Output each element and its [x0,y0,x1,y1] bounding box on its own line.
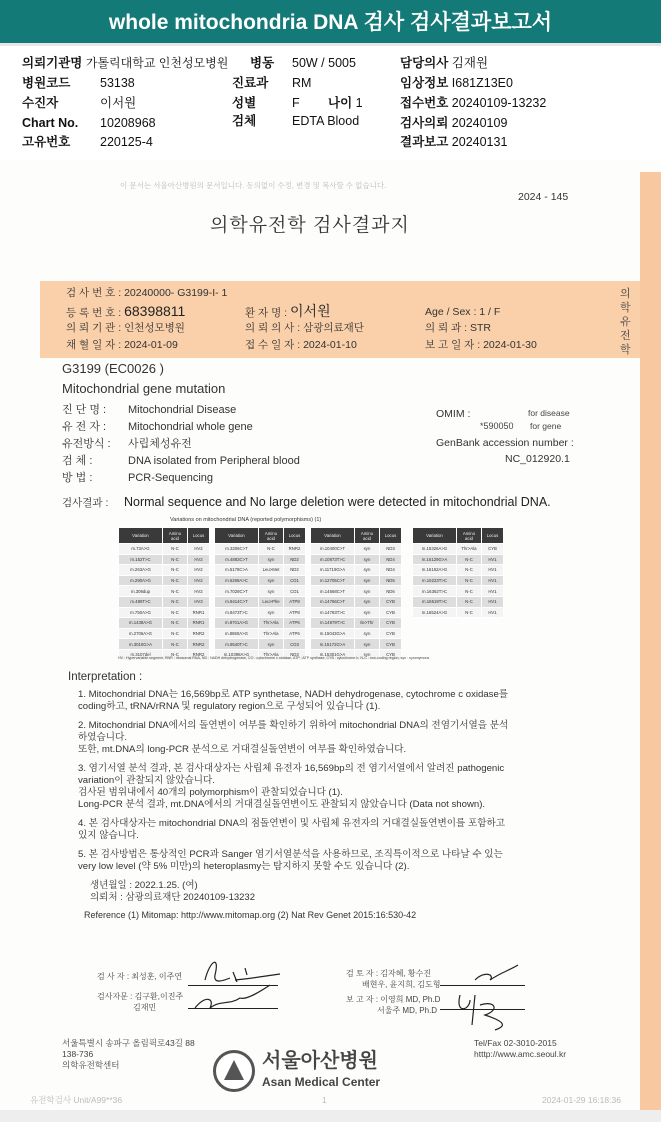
table-cell: m.16162A>G [413,565,457,576]
table-cell: HV1 [482,565,504,576]
table-cell: syn [355,607,380,618]
table-header: Amino acid [259,528,284,544]
table-row [119,607,210,618]
table-header: Locus [380,528,402,544]
table-row [215,628,306,639]
omim-gene-number: *590050 [480,421,514,431]
table-cell: m.16129G>A [413,554,457,565]
table-cell: RNR2 [188,628,210,639]
table-row [413,554,504,565]
field-label: 방 법 : [62,472,93,484]
table-cell: CYB [380,596,402,607]
table-cell: Thr>Ala [457,544,482,555]
table-header: Locus [188,528,210,544]
info-label: 임상정보 [400,76,449,90]
table-cell: ATP6 [284,628,306,639]
table-cell: ND3 [380,544,402,555]
interpretation-item: 2. Mitochondrial DNA에서의 돌연변이 여부를 확인하기 위하여 mitochondrial DNA의 전염기서열을 분석 하였습니다. 또한, mt.DNA의 long-PCR 분석으로 거대결실돌연변이 여부를 확인하였습니다. [78,720,509,755]
side-label: 의학유전학 [620,288,631,356]
info-value: 10208968 [100,116,156,130]
variation-table [412,527,504,618]
table-row [413,544,504,555]
table-row [311,544,402,555]
table-cell: HV2 [188,565,210,576]
table-cell: syn [259,607,284,618]
table-cell: Thr>Ala [259,649,284,660]
table-cell: N-C [163,618,188,629]
table-cell: N-C [163,575,188,586]
info-label: 접수번호 [400,96,449,110]
interpretation-list [78,689,638,921]
table-cell: N-C [457,565,482,576]
table-cell: m.263A>G [119,565,163,576]
table-cell: m.6269A>C [215,575,259,586]
table-cell: N-C [163,544,188,555]
table-cell: CO1 [284,575,306,586]
table-row [119,575,210,586]
info-label: 결과보고 [400,135,449,149]
table-cell: HV2 [188,586,210,597]
result-text: Normal sequence and No large deletion were detected in mitochondrial DNA. [124,495,551,509]
table-cell: m.16223T>C [413,575,457,586]
field-value: Mitochondrial Disease [128,404,237,416]
table-row [119,586,210,597]
table-row [311,554,402,565]
info-value: 50W / 5005 [292,56,356,70]
omim-label: OMIM : [436,408,471,420]
table-cell: N-C [259,544,284,555]
receive-date: 접 수 일 자 : 2024-01-10 [245,339,357,351]
info-label: 병원코드 [22,76,71,90]
info-value: 20240109-13232 [451,96,547,110]
table-header: Variation [413,528,457,544]
field-label: 유전방식 : [62,438,111,450]
table-header: Locus [284,528,306,544]
address-line: 서울특별시 송파구 올림픽로43길 88 [62,1038,195,1048]
table-cell: CYB [380,607,402,618]
info-label: 성별 [232,96,257,110]
table-header: Variation [215,528,259,544]
address-line: 138-736 [62,1049,94,1059]
table-cell: CYB [380,649,402,660]
address [62,1038,195,1071]
table-cell: N-C [163,586,188,597]
table-cell: syn [259,575,284,586]
table-cell: m.14979T>C [311,618,355,629]
table-cell: m.3107del [119,649,163,660]
table-cell: ND2 [284,565,306,576]
table-cell: N-C [163,565,188,576]
table-header: Amino acid [355,528,380,544]
side-stripe [640,172,661,1110]
table-cell: ATP8 [284,607,306,618]
info-label: 검사의뢰 [400,116,449,130]
table-cell: Thr>Ala [259,618,284,629]
table-cell: ATP8 [284,596,306,607]
table-cell: ND2 [284,554,306,565]
omim-disease: for disease [528,408,570,418]
table-header: Variation [119,528,163,544]
info-value: 가톨릭대학교 인천성모병원 [85,56,229,70]
footer-page: 1 [322,1095,327,1105]
table-cell: m.16519T>C [413,596,457,607]
table-cell: m.8701A>G [215,618,259,629]
table-cell: Ile>Thr [355,618,380,629]
field-label: 검 체 : [62,455,93,467]
table-cell: N-C [457,575,482,586]
table-cell: m.11719G>A [311,565,355,576]
test-code: G3199 (EC0026 ) [62,361,164,376]
interpretation-item: 1. Mitochondrial DNA는 16,569bp로 ATP synthetase, NADH dehydrogenase, cytochrome c oxidase를 coding하고, tRNA/rRNA 및 regulatory region으로 구성되어 있습니다 (1). [78,689,509,712]
table-cell: N-C [457,554,482,565]
info-value: 이서원 [100,96,137,110]
info-label: 의뢰기관명 [22,56,83,70]
table-row [119,544,210,555]
table-cell: m.7028C>T [215,586,259,597]
table-cell: Leu>Phe [259,596,284,607]
patient-label: 환 자 명 : [245,307,288,319]
genbank-label: GenBank accession number : [436,437,574,449]
table-cell: m.16524A>G [413,607,457,618]
table-header: Variation [311,528,355,544]
table-cell: HV2 [188,544,210,555]
table-row [119,618,210,629]
req-dept: 의 뢰 과 : STR [425,322,492,334]
table-cell: syn [355,649,380,660]
table-cell: syn [355,554,380,565]
table-cell: N-C [457,596,482,607]
table-cell: N-C [457,586,482,597]
collect-date: 채 혈 일 자 : 2024-01-09 [66,339,178,351]
table-cell: m.309dup [119,586,163,597]
table-cell: CYB [380,618,402,629]
test-name: Mitochondrial gene mutation [62,381,226,396]
bottom-margin [0,1110,661,1122]
table-cell: syn [355,575,380,586]
signature-image [440,955,530,1035]
table-cell: m.8473T>C [215,607,259,618]
table-cell: CYB [380,628,402,639]
interpretation-item: 4. 본 검사대상자는 mitochondrial DNA의 점돌연변이 및 사립체 유전자의 거대결실돌연변이를 포함하고 있지 않습니다. [78,818,506,841]
website-link: htttp://www.amc.seoul.kr [474,1049,567,1059]
tel-fax: Tel/Fax 02-3010-2015 [474,1038,557,1048]
info-value: RM [292,76,312,90]
table-cell: m.14766C>T [311,596,355,607]
field-label: 진 단 명 : [62,404,107,416]
table-row [311,618,402,629]
table-cell: HV1 [482,575,504,586]
table-cell: m.5178C>A [215,565,259,576]
table-cell: m.15301G>A [311,649,355,660]
genbank-number: NC_012920.1 [505,453,570,465]
reviewer-2: 배현우, 윤지희, 김도형 [362,980,441,989]
reg-number: 68398811 [124,303,186,319]
table-cell: HV3 [188,596,210,607]
table-cell: m.10873T>C [311,554,355,565]
table-cell: HV1 [482,607,504,618]
table-cell: RNR1 [188,618,210,629]
signature-image [185,950,285,1015]
table-cell: m.8860A>G [215,628,259,639]
footer-timestamp: 2024-01-29 16:18:36 [542,1095,621,1105]
table-cell: syn [355,628,380,639]
interpretation-item: 5. 본 검사방법은 통상적인 PCR과 Sanger 염기서열분석을 사용하므로, 조직특이적으로 나타날 수 있는 very low level (약 5% 미만)의 heteroplasmy는 탐지하지 못할 수도 있습니다 (2). [78,849,503,872]
info-value: EDTA Blood [292,114,360,128]
table-header: Locus [482,528,504,544]
table-row [119,596,210,607]
report-title: 의학유전학 검사결과지 [210,215,410,236]
table-cell: m.16362T>C [413,586,457,597]
table-cell: m.1438A>G [119,618,163,629]
variation-tables [118,527,504,661]
info-value: I681Z13E0 [451,76,513,90]
table-cell: RNR2 [188,639,210,650]
test-number: 검 사 번 호 : 20240000- G3199-I- 1 [66,287,228,299]
table-cell: m.14668C>T [311,586,355,597]
advisor: 검사자문 : 김구환,이진주 [97,992,184,1001]
table-cell: N-C [163,649,188,660]
variation-table [118,527,210,661]
footer-left: 유전학검사 Unit/A99**36 [30,1095,123,1105]
table-cell: ND3 [284,649,306,660]
table-row [215,639,306,650]
logo-korean: 서울아산병원 [262,1050,378,1072]
table-cell: syn [355,565,380,576]
variation-table [214,527,306,661]
table-row [311,586,402,597]
field-value: Mitochondrial whole gene [128,421,253,433]
table-cell: RNR1 [188,607,210,618]
table-cell: N-C [457,607,482,618]
info-label: Chart No. [22,116,79,130]
table-cell: HV2 [188,575,210,586]
table-cell: ND4 [380,554,402,565]
table-cell: HV1 [482,586,504,597]
table-row [119,565,210,576]
table-row [413,565,504,576]
table-row [215,586,306,597]
info-value: 김재원 [451,56,489,70]
info-value: 1 [355,96,363,110]
table-cell: syn [355,586,380,597]
tester: 검 사 자 : 최성훈, 이주연 [97,972,183,981]
table-cell: m.152T>C [119,554,163,565]
table-cell: m.4883C>T [215,554,259,565]
info-label: 검체 [232,114,257,128]
table-cell: ATP6 [284,618,306,629]
table-title: Variations on mitochondrial DNA (reported polymorphisms) (1) [170,517,322,523]
table-cell: RNR2 [188,649,210,660]
table-cell: m.10398A>G [215,649,259,660]
table-cell: m.15043G>A [311,628,355,639]
table-cell: Leu>Met [259,565,284,576]
table-cell: ND5 [380,575,402,586]
copy-notice: 이 문서는 서울아산병원의 문서입니다. 동의없이 수정, 변경 및 복사할 수 없습니다. [120,181,387,190]
doc-number: 2024 - 145 [518,191,569,203]
table-cell: m.2706A>G [119,628,163,639]
table-row [311,607,402,618]
table-cell: m.3010G>A [119,639,163,650]
field-label: 유 전 자 : [62,421,107,433]
table-cell: syn [259,554,284,565]
contact [474,1038,566,1060]
req-institution: 의 뢰 기 관 : 인천성모병원 [66,322,185,334]
table-cell: m.15326A>G [413,544,457,555]
table-cell: N-C [163,628,188,639]
table-cell: Thr>Ala [259,628,284,639]
info-label: 진료과 [232,76,269,90]
table-cell: syn [259,639,284,650]
report-header: whole mitochondria DNA 검사 검사결과보고서 [0,0,661,46]
table-row [215,554,306,565]
logo-english: Asan Medical Center [262,1075,381,1089]
table-note: HV : Hypervariable segment, RNR : ribosomal RNA, ND : NADH dehydrogenase, CO : cytochrome c oxidase, ATP : ATP synthase, CYB : cytochrome b, N-C : non-coding region, syn : synonymous [118,656,430,660]
reg-label: 등 록 번 호 : [66,307,122,319]
table-cell: m.15172G>A [311,639,355,650]
interpretation-item: 3. 염기서열 분석 결과, 본 검사대상자는 사립체 유전자 16,569bp의 전 염기서열에서 알려진 pathogenic variation이 관찰되지 않았습니다. 검사된 범위내에서 40개의 polymorphism이 관찰되었습니다 (1). Long-PCR 분석 결과, mt.DNA에서의 거대결실돌연변이도 관찰되지 않았습니다 (Data not shown). [78,763,505,810]
address-line: 의학유전학센터 [62,1060,120,1070]
omim-gene: for gene [530,421,562,431]
info-label: 수진자 [22,96,59,110]
table-cell: N-C [163,596,188,607]
reporter: 보 고 자 : 이영희 MD, Ph.D [346,995,441,1004]
table-cell: m.73A>G [119,544,163,555]
field-value: DNA isolated from Peripheral blood [128,455,300,467]
table-cell: N-C [163,554,188,565]
table-cell: HV2 [188,554,210,565]
info-value: 20240131 [451,135,508,149]
advisor-2: 김재민 [133,1003,157,1012]
table-cell: m.12705C>T [311,575,355,586]
info-value: F [292,96,300,110]
table-cell: ND6 [380,586,402,597]
table-row [413,607,504,618]
table-row [311,596,402,607]
table-cell: m.290A>G [119,575,163,586]
field-value: 사립체성유전 [128,438,192,450]
info-label: 병동 [250,56,275,70]
table-cell: RNR2 [284,544,306,555]
table-cell: m.9540T>C [215,639,259,650]
table-cell: CO3 [284,639,306,650]
table-row [215,607,306,618]
table-row [413,586,504,597]
variation-table [310,527,402,661]
table-row [311,628,402,639]
info-value: 220125-4 [100,135,153,149]
table-cell: CYB [380,639,402,650]
table-cell: syn [355,596,380,607]
req-doctor: 의 뢰 의 사 : 삼광의료재단 [245,322,364,334]
reviewer: 검 토 자 : 김자혜, 황수진 [346,969,432,978]
table-cell: N-C [163,607,188,618]
info-label: 담당의사 [400,56,449,70]
info-label: 나이 [328,96,353,110]
report-date: 보 고 일 자 : 2024-01-30 [425,339,537,351]
reporter-2: 서울주 MD, Ph.D [377,1006,438,1015]
table-row [311,565,402,576]
table-row [215,596,306,607]
requester: 의뢰처 : 삼광의료재단 20240109-13232 [90,892,255,903]
age-sex: Age / Sex : 1 / F [425,306,501,318]
table-cell: syn [355,639,380,650]
reference: Reference (1) Mitomap: http://www.mitomap.org (2) Nat Rev Genet 2015:16:530-42 [84,910,417,920]
table-header: Amino acid [457,528,482,544]
table-cell: ND4 [380,565,402,576]
table-row [413,596,504,607]
table-cell: CYB [482,544,504,555]
table-cell: syn [259,586,284,597]
table-cell: HV1 [482,554,504,565]
table-cell: m.3206C>T [215,544,259,555]
table-header: Amino acid [163,528,188,544]
table-row [119,554,210,565]
table-cell: m.750A>G [119,607,163,618]
table-cell: m.8414C>T [215,596,259,607]
table-cell: N-C [163,639,188,650]
table-row [119,628,210,639]
table-row [215,544,306,555]
table-cell: m.489T>C [119,596,163,607]
asan-logo-icon [213,1050,255,1092]
table-cell: syn [355,544,380,555]
info-label: 고유번호 [22,135,71,149]
table-row [311,639,402,650]
table-row [311,575,402,586]
table-cell: CO1 [284,586,306,597]
info-value: 20240109 [451,116,508,130]
info-value: 53138 [100,76,135,90]
result-label: 검사결과 : [62,497,109,509]
table-cell: HV1 [482,596,504,607]
table-row [215,618,306,629]
patient-name: 이서원 [290,303,331,319]
table-row [215,575,306,586]
birth-date: 생년월일 : 2022.1.25. (여) [90,880,198,891]
table-row [119,639,210,650]
table-cell: m.10400C>T [311,544,355,555]
interpretation-title: Interpretation : [68,671,143,683]
field-value: PCR-Sequencing [128,472,213,484]
table-row [413,575,504,586]
table-cell: m.14783T>C [311,607,355,618]
table-row [215,565,306,576]
